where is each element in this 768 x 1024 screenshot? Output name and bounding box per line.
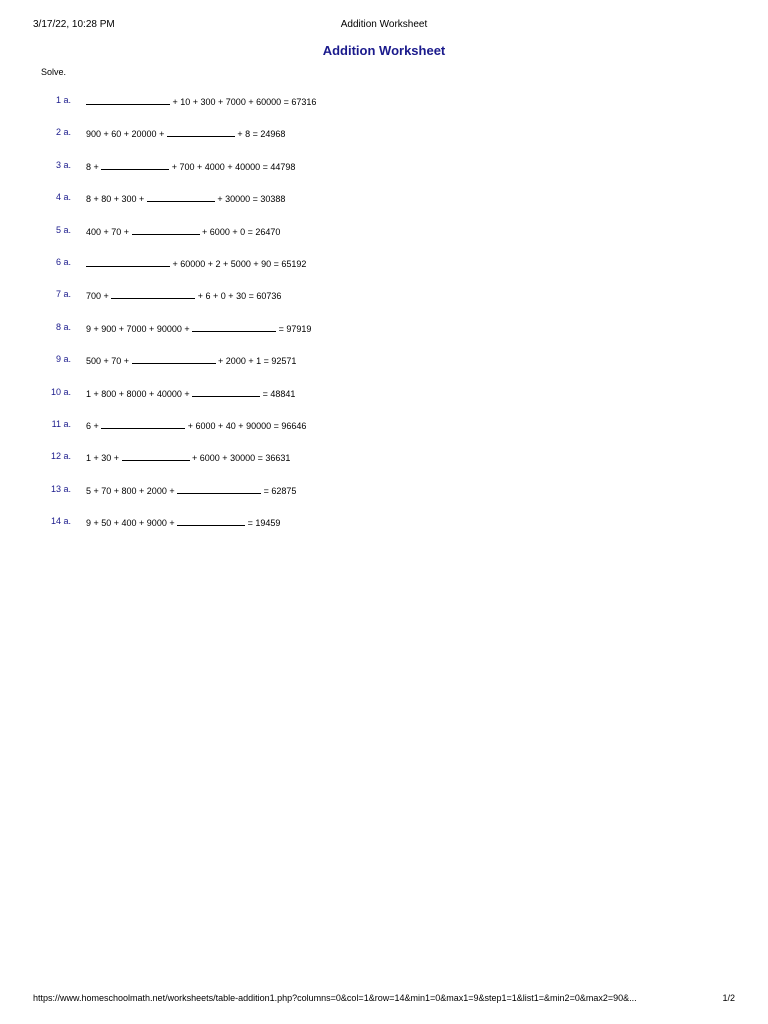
equation-right: = 48841: [260, 388, 296, 399]
problem-row: [0, 354, 768, 386]
print-footer: [33, 993, 735, 1007]
equation-left: 1 + 800 + 8000 + 40000 +: [86, 388, 193, 399]
answer-blank[interactable]: [177, 516, 245, 526]
answer-blank[interactable]: [86, 95, 170, 105]
problem-row: [0, 419, 768, 451]
equation-right: + 8 = 24968: [234, 129, 286, 140]
answer-blank[interactable]: [101, 160, 169, 170]
problem-row: [0, 484, 768, 516]
problem-number: 3 a.: [55, 159, 71, 170]
problem-equation: [86, 322, 311, 334]
equation-right: = 62875: [261, 485, 297, 496]
equation-left: 9 + 900 + 7000 + 90000 +: [86, 323, 193, 334]
equation-left: 1 + 30 +: [86, 453, 122, 464]
equation-right: + 10 + 300 + 7000 + 60000 = 67316: [170, 97, 317, 107]
footer-page-number: 1/2: [722, 993, 735, 1003]
problem-row: [0, 192, 768, 224]
problem-row: [0, 225, 768, 257]
problem-number: 13 a.: [50, 483, 71, 494]
equation-left: 9 + 50 + 400 + 9000 +: [86, 518, 178, 529]
problem-number: 4 a.: [55, 192, 71, 203]
equation-left: 8 +: [86, 161, 102, 172]
equation-left: 6 +: [86, 420, 102, 431]
problem-number: 12 a.: [50, 451, 71, 462]
equation-left: 400 + 70 +: [86, 226, 132, 237]
equation-left: 500 + 70 +: [86, 356, 132, 367]
problem-row: [0, 95, 768, 127]
problem-equation: [86, 95, 316, 107]
problem-list: [0, 95, 768, 548]
problem-row: [0, 387, 768, 419]
equation-left: 8 + 80 + 300 +: [86, 194, 147, 205]
equation-right: + 2000 + 1 = 92571: [215, 356, 297, 367]
answer-blank[interactable]: [86, 257, 170, 267]
equation-right: + 6000 + 40 + 90000 = 96646: [185, 420, 307, 431]
problem-row: [0, 516, 768, 548]
answer-blank[interactable]: [111, 289, 195, 299]
problem-equation: [86, 192, 285, 204]
problem-equation: [86, 484, 296, 496]
problem-number: 2 a.: [55, 127, 71, 138]
problem-row: [0, 289, 768, 321]
problem-row: [0, 127, 768, 159]
print-datetime: 3/17/22, 10:28 PM: [33, 19, 115, 30]
problem-equation: [86, 127, 285, 139]
equation-right: + 6000 + 0 = 26470: [199, 226, 281, 237]
equation-left: 900 + 60 + 20000 +: [86, 129, 167, 140]
problem-row: [0, 322, 768, 354]
instruction-text: Solve.: [41, 67, 67, 77]
answer-blank[interactable]: [147, 192, 215, 202]
problem-equation: [86, 354, 296, 366]
problem-number: 1 a.: [55, 95, 71, 105]
equation-right: + 6 + 0 + 30 = 60736: [195, 291, 282, 302]
problem-equation: [86, 289, 281, 301]
equation-right: + 700 + 4000 + 40000 = 44798: [169, 161, 296, 172]
equation-right: + 6000 + 30000 = 36631: [189, 453, 291, 464]
problem-equation: [86, 451, 290, 463]
answer-blank[interactable]: [167, 127, 235, 137]
problem-number: 9 a.: [55, 354, 71, 365]
problem-row: [0, 451, 768, 483]
problem-number: 14 a.: [50, 516, 71, 527]
problem-row: [0, 257, 768, 289]
equation-left: 700 +: [86, 291, 112, 302]
problem-number: 8 a.: [55, 321, 71, 332]
equation-right: + 60000 + 2 + 5000 + 90 = 65192: [170, 258, 307, 269]
print-page-title: Addition Worksheet: [340, 19, 428, 30]
worksheet-title: Addition Worksheet: [322, 43, 446, 58]
problem-number: 7 a.: [55, 289, 71, 300]
problem-number: 11 a.: [51, 418, 71, 429]
answer-blank[interactable]: [132, 354, 216, 364]
problem-equation: [86, 387, 295, 399]
problem-equation: [86, 225, 280, 237]
problem-equation: [86, 516, 280, 528]
answer-blank[interactable]: [122, 451, 190, 461]
answer-blank[interactable]: [132, 225, 200, 235]
problem-equation: [86, 160, 295, 172]
print-header: [33, 19, 735, 33]
answer-blank[interactable]: [192, 387, 260, 397]
equation-right: = 19459: [245, 518, 281, 529]
footer-url: https://www.homeschoolmath.net/worksheets/table-addition1.php?columns=0&col=1&row=14&min1=0&max1=9&step1=1&list1=&min2=0&max2=90&...: [33, 993, 637, 1003]
problem-number: 6 a.: [55, 256, 71, 267]
problem-number: 10 a.: [50, 386, 71, 397]
problem-row: [0, 160, 768, 192]
equation-right: = 97919: [276, 323, 312, 334]
answer-blank[interactable]: [177, 484, 261, 494]
equation-right: + 30000 = 30388: [214, 194, 286, 205]
problem-number: 5 a.: [55, 224, 71, 235]
answer-blank[interactable]: [192, 322, 276, 332]
equation-left: 5 + 70 + 800 + 2000 +: [86, 485, 178, 496]
problem-equation: [86, 257, 306, 269]
problem-equation: [86, 419, 306, 431]
answer-blank[interactable]: [101, 419, 185, 429]
